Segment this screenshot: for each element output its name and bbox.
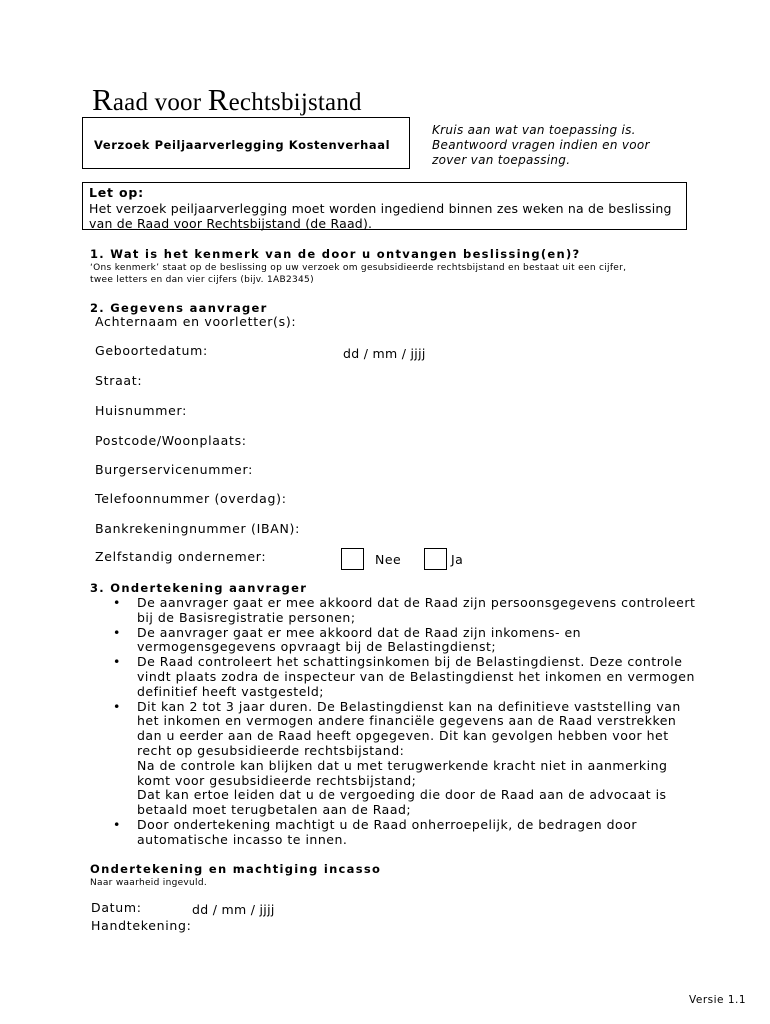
list-item: • Door ondertekening machtigt u de Raad onherroepelijk, de bedragen door automatische incasso te innen. — [113, 816, 637, 847]
brand-title: Raad voor Rechtsbijstand — [92, 82, 362, 117]
bsn-field-label[interactable]: Burgerservicenummer: — [95, 462, 253, 477]
version-label: Versie 1.1 — [689, 994, 747, 1006]
entrepreneur-yes-label: Ja — [451, 552, 464, 567]
section-1-heading: 1. Wat is het kenmerk van de door u ontvangen beslissing(en)? — [90, 247, 581, 261]
form-title-box — [82, 117, 410, 169]
entrepreneur-no-checkbox[interactable] — [341, 548, 364, 570]
notice-box — [82, 182, 687, 230]
signature-subtext: Naar waarheid ingevuld. — [90, 878, 208, 888]
name-field-label[interactable]: Achternaam en voorletter(s): — [95, 314, 297, 329]
consent-list — [108, 596, 698, 848]
instruction-line: zover van toepassing. — [432, 153, 571, 167]
instruction-line: Beantwoord vragen indien en voor — [432, 138, 650, 152]
section-2-heading: 2. Gegevens aanvrager — [90, 301, 268, 315]
phone-field-label[interactable]: Telefoonnummer (overdag): — [95, 491, 287, 506]
signature-heading: Ondertekening en machtiging incasso — [90, 862, 382, 876]
form-title: Verzoek Peiljaarverlegging Kostenverhaal — [94, 138, 391, 152]
notice-text: Het verzoek peiljaarverlegging moet worden ingediend binnen zes weken na de beslissing van de Raad voor Rechtsbijstand (de Raad). — [89, 200, 672, 231]
list-item: • De aanvrager gaat er mee akkoord dat de Raad zijn inkomens- en vermogensgegevens opvraagt bij de Belastingdienst; — [113, 624, 582, 655]
section-3-heading: 3. Ondertekening aanvrager — [90, 581, 308, 595]
entrepreneur-label: Zelfstandig ondernemer: — [95, 549, 267, 564]
section-1-help: ‘Ons kenmerk’ staat op de beslissing op uw verzoek om gesubsidieerde rechtsbijstand en bestaat uit een cijfer, twee letters en dan vier cijfers (bijv. 1AB2345) — [90, 263, 627, 285]
iban-field-label[interactable]: Bankrekeningnummer (IBAN): — [95, 521, 301, 536]
entrepreneur-yes-checkbox[interactable] — [424, 548, 447, 570]
street-field-label[interactable]: Straat: — [95, 373, 143, 388]
postcode-field-label[interactable]: Postcode/Woonplaats: — [95, 433, 247, 448]
notice-heading: Let op: — [89, 185, 144, 200]
instruction-line: Kruis aan wat van toepassing is. — [432, 123, 636, 137]
list-item: • Dit kan 2 tot 3 jaar duren. De Belastingdienst kan na definitieve vaststelling van het inkomen en vermogen andere financiële gegevens aan de Raad verstrekken dan u eerder aan de Raad heeft opgegeven. Dit kan gevolgen hebben voor het recht op gesubsidieerde rechtsbijstand: Na de controle kan blijken dat u met terugwerkende kracht niet in aanmerking komt voor gesubsidieerde rechtsbijstand; Dat kan ertoe leiden dat u de vergoeding die door de Raad aan de advocaat is betaald moet terugbetalen aan de Raad; — [113, 698, 681, 818]
signature-date-label[interactable]: Datum: — [91, 900, 142, 915]
list-item: • De Raad controleert het schattingsinkomen bij de Belastingdienst. Deze controle vindt plaats zodra de inspecteur van de Belastingdienst het inkomen en vermogen definitief heeft vastgesteld; — [113, 654, 695, 699]
housenumber-field-label[interactable]: Huisnummer: — [95, 403, 188, 418]
birthdate-format: dd / mm / jjjj — [343, 346, 426, 361]
signature-date-format: dd / mm / jjjj — [192, 902, 275, 917]
list-item: • De aanvrager gaat er mee akkoord dat de Raad zijn persoonsgegevens controleert bij de Basisregistratie personen; — [113, 595, 696, 625]
entrepreneur-no-label: Nee — [375, 552, 402, 567]
instructions — [432, 123, 732, 168]
signature-label[interactable]: Handtekening: — [91, 918, 192, 933]
birthdate-field-label[interactable]: Geboortedatum: — [95, 343, 208, 358]
